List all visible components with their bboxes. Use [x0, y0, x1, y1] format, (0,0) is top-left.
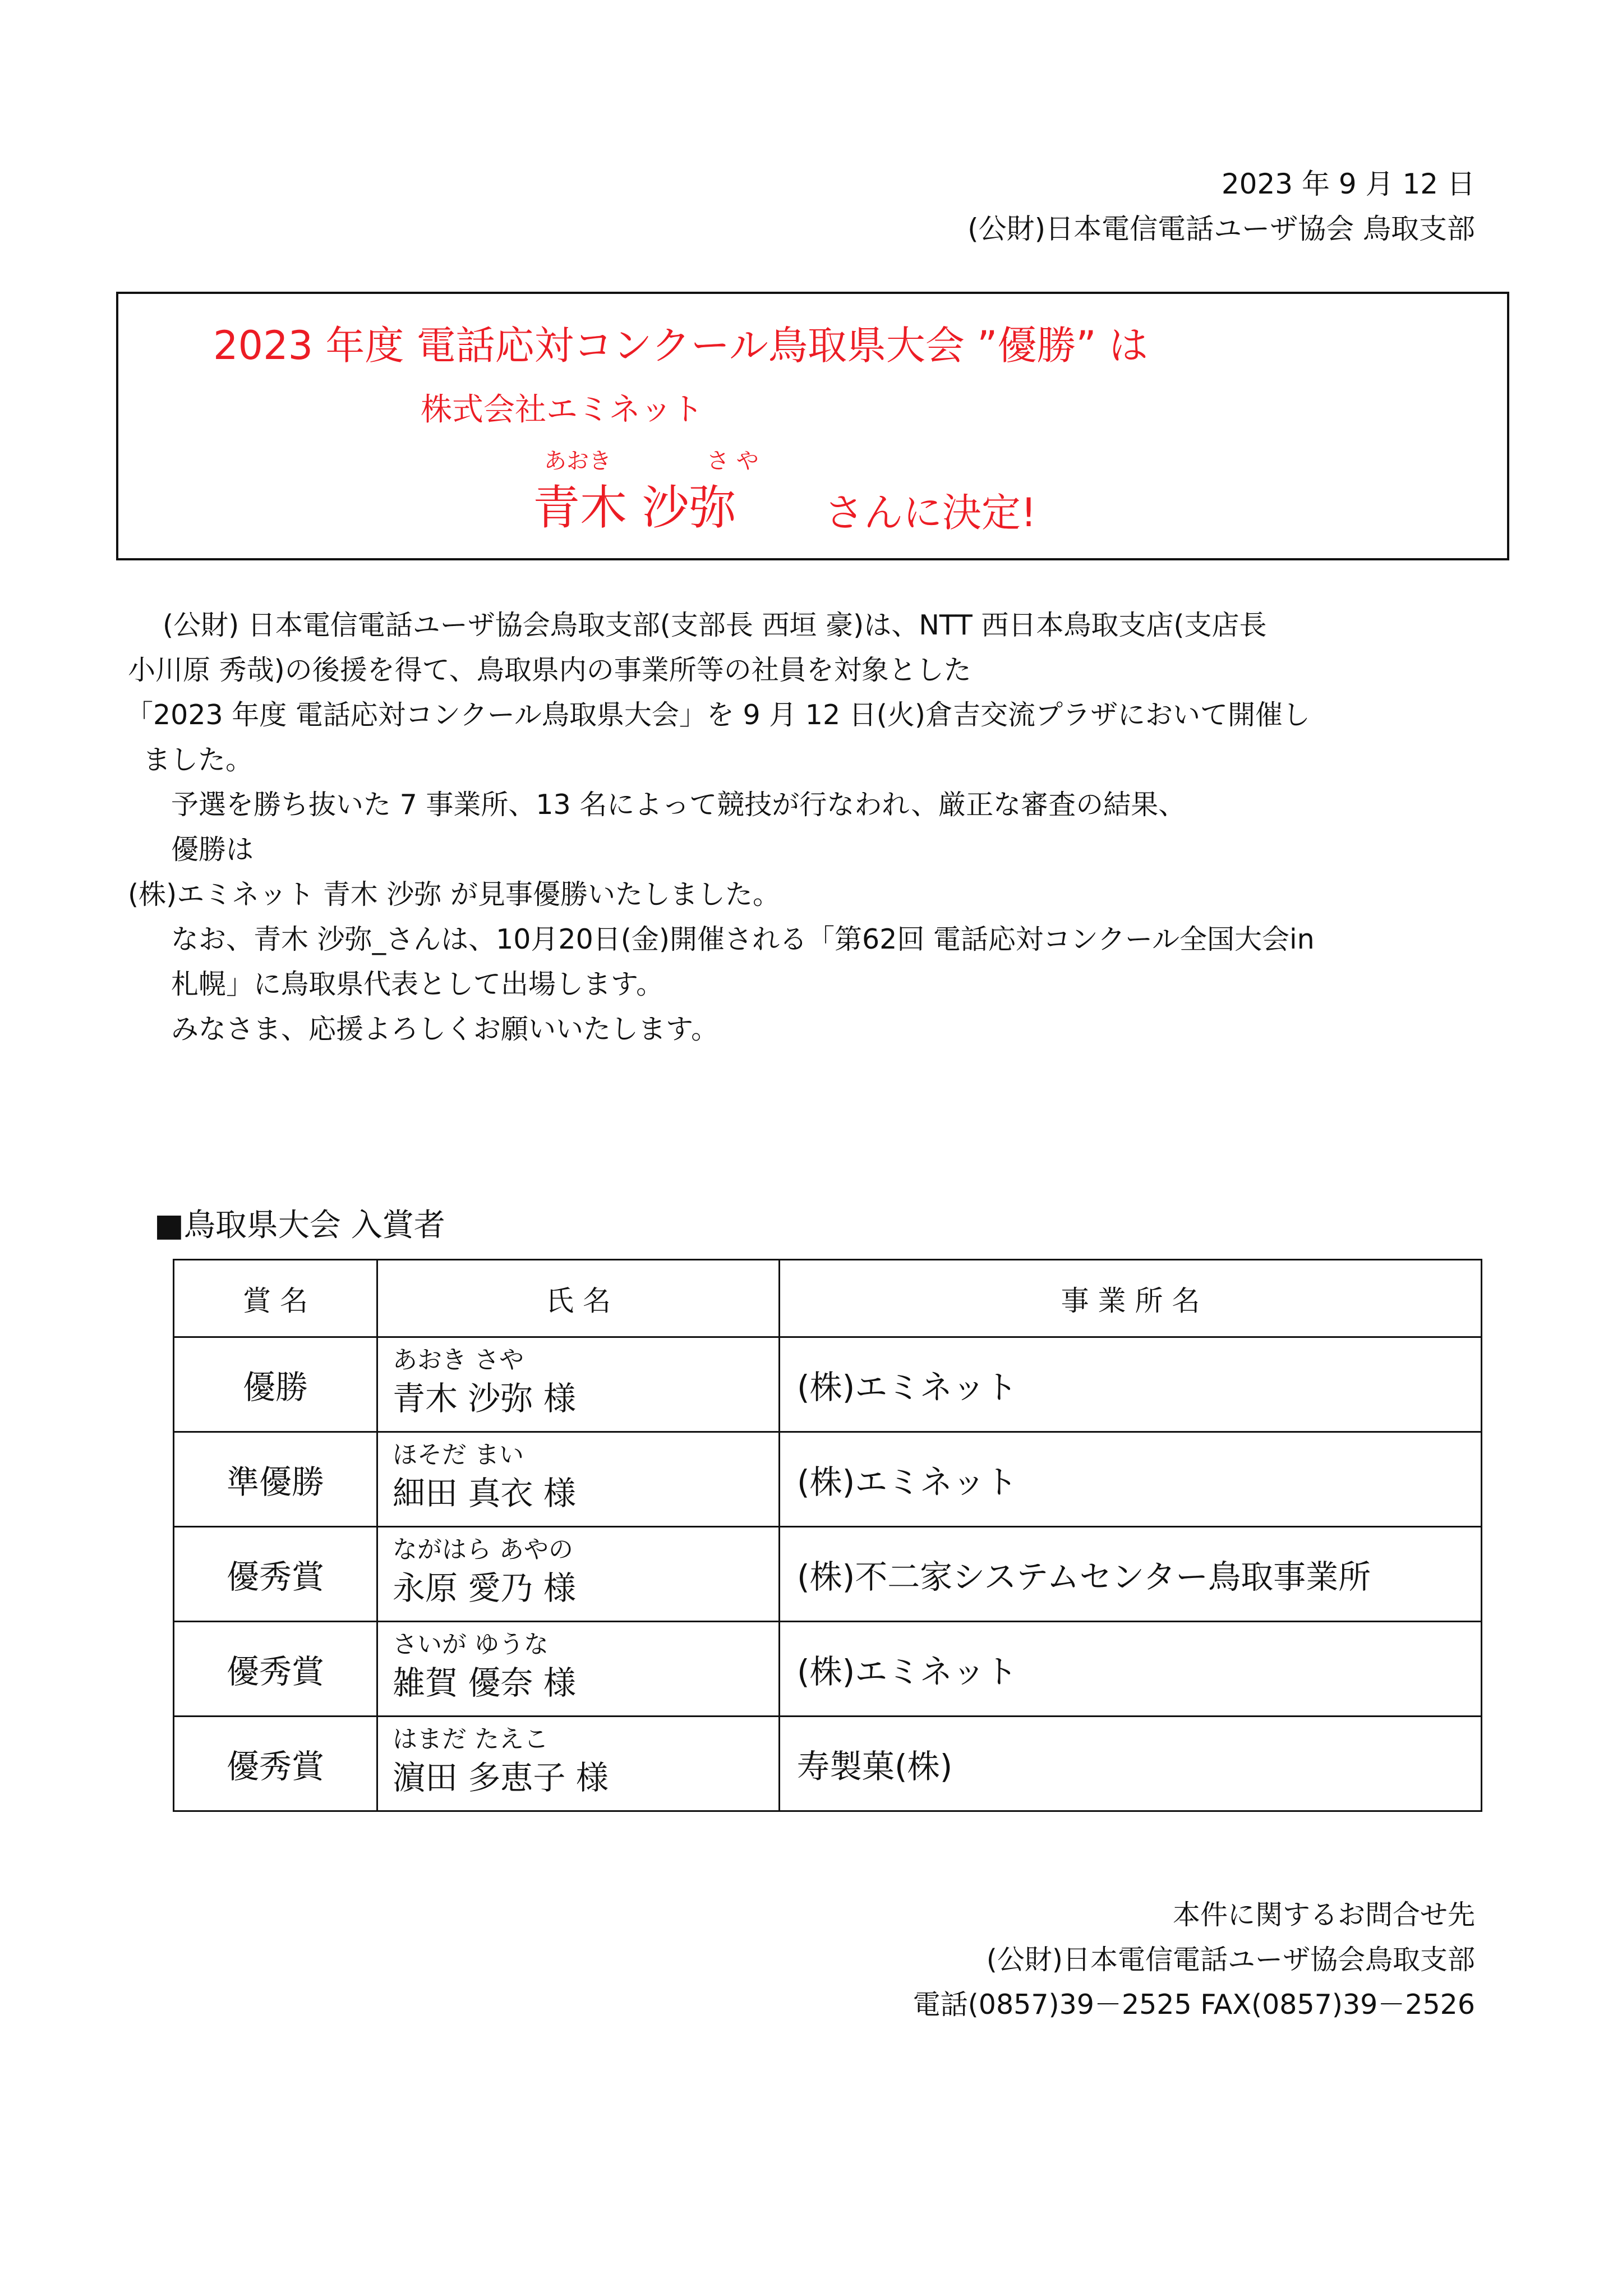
- table-row: [174, 1432, 1482, 1527]
- name-kanji: 青木 沙弥 様: [393, 1379, 576, 1418]
- table-header-row: [174, 1260, 1482, 1337]
- body-line: 優勝は: [171, 834, 254, 866]
- body-line: みなさま、応援よろしくお願いいたします。: [171, 1013, 719, 1045]
- name-cell: [377, 1717, 780, 1811]
- winner-furigana-family: あおき: [544, 448, 611, 474]
- name-cell: [377, 1527, 780, 1622]
- name-cell: [377, 1337, 780, 1432]
- table-row: [174, 1622, 1482, 1717]
- name-kana: ほそだ まい: [393, 1441, 524, 1469]
- winners-heading: ■鳥取県大会 入賞者: [154, 1207, 445, 1244]
- award-cell: 準優勝: [174, 1432, 377, 1527]
- winners-table: [173, 1259, 1482, 1812]
- contact-phone: 電話(0857)39－2525 FAX(0857)39－2526: [913, 1989, 1475, 2021]
- body-line: 予選を勝ち抜いた 7 事業所、13 名によって競技が行なわれ、厳正な審査の結果、: [171, 789, 1186, 821]
- announcement-suffix: さんに決定!: [824, 490, 1037, 536]
- award-cell: 優秀賞: [174, 1717, 377, 1811]
- announcement-title: 2023 年度 電話応対コンクール鳥取県大会 ”優勝” は: [213, 323, 1148, 369]
- body-line: ました。: [143, 744, 254, 776]
- body-line: (公財) 日本電信電話ユーザ協会鳥取支部(支部長 西垣 豪)は、NTT 西日本鳥取支店(支店長: [163, 609, 1267, 641]
- table-row: [174, 1337, 1482, 1432]
- award-cell: 優秀賞: [174, 1527, 377, 1622]
- name-cell: [377, 1432, 780, 1527]
- document-date: 2023 年 9 月 12 日: [1221, 168, 1475, 200]
- winner-furigana-given: さ や: [707, 448, 759, 474]
- company-cell: (株)エミネット: [780, 1432, 1482, 1527]
- name-kanji: 雑賀 優奈 様: [393, 1664, 576, 1702]
- body-line: 小川原 秀哉)の後援を得て、鳥取県内の事業所等の社員を対象とした: [128, 654, 971, 686]
- name-kanji: 濵田 多恵子 様: [393, 1759, 609, 1797]
- company-cell: (株)エミネット: [780, 1337, 1482, 1432]
- company-cell: (株)不二家システムセンター鳥取事業所: [780, 1527, 1482, 1622]
- body-line: なお、青木 沙弥_さんは、10月20日(金)開催される「第62回 電話応対コンクール全国大会in: [171, 923, 1315, 955]
- name-kana: あおき さや: [393, 1346, 524, 1374]
- body-line: (株)エミネット 青木 沙弥 が見事優勝いたしました。: [128, 878, 780, 910]
- award-cell: 優勝: [174, 1337, 377, 1432]
- contact-heading: 本件に関するお問合せ先: [1172, 1899, 1475, 1931]
- column-header-name: 氏 名: [377, 1260, 780, 1337]
- winner-name: 青木 沙弥: [533, 480, 736, 535]
- company-cell: 寿製菓(株): [780, 1717, 1482, 1811]
- contact-organization: (公財)日本電信電話ユーザ協会鳥取支部: [986, 1944, 1475, 1976]
- award-cell: 優秀賞: [174, 1622, 377, 1717]
- company-cell: (株)エミネット: [780, 1622, 1482, 1717]
- column-header-company: 事 業 所 名: [780, 1260, 1482, 1337]
- body-line: 札幌」に鳥取県代表として出場します。: [171, 968, 664, 1000]
- issuing-organization: (公財)日本電信電話ユーザ協会 鳥取支部: [967, 213, 1475, 245]
- table-row: [174, 1717, 1482, 1811]
- name-kanji: 永原 愛乃 様: [393, 1569, 576, 1607]
- name-kana: はまだ たえこ: [393, 1725, 549, 1754]
- column-header-award: 賞 名: [174, 1260, 377, 1337]
- name-kana: さいが ゆうな: [393, 1630, 549, 1659]
- name-kana: ながはら あやの: [393, 1535, 573, 1564]
- body-line: 「2023 年度 電話応対コンクール鳥取県大会」を 9 月 12 日(火)倉吉交流プラザにおいて開催し: [126, 699, 1310, 731]
- table-row: [174, 1527, 1482, 1622]
- name-cell: [377, 1622, 780, 1717]
- name-kanji: 細田 真衣 様: [393, 1474, 576, 1512]
- announcement-company: 株式会社エミネット: [421, 392, 703, 428]
